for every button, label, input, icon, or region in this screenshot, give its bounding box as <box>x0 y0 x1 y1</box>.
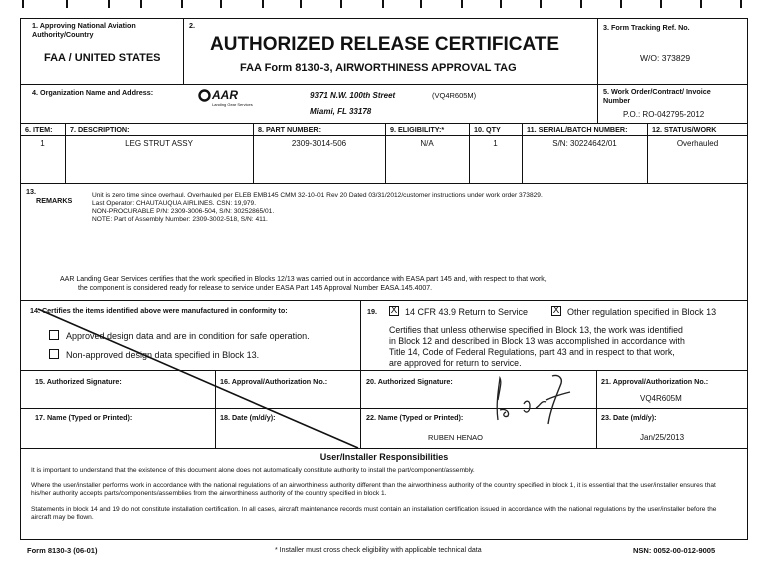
block19-line: in Block 12 and described in Block 13 was accomplished in accordance with <box>389 336 685 346</box>
item-serial-number: S/N: 30224642/01 <box>552 139 617 148</box>
item-qty: 1 <box>493 139 498 148</box>
block13-number: 13. <box>26 187 36 196</box>
block15-label: 15. Authorized Signature: <box>35 377 122 386</box>
block20-label: 20. Authorized Signature: <box>366 377 453 386</box>
remarks-label: REMARKS <box>36 196 73 205</box>
approved-design-label: Approved design data and are in condition for safe operation. <box>66 331 310 341</box>
address-line-1: 9371 N.W. 100th Street <box>310 91 396 100</box>
block4-label: 4. Organization Name and Address: <box>32 88 154 97</box>
col-header-item: 6. ITEM: <box>25 125 53 134</box>
certification-line-1: AAR Landing Gear Services certifies that the work specified in Blocks 12/13 was carried out in accordance with EASA part 145 and, with respect to that work, <box>60 276 547 283</box>
approving-authority: FAA / UNITED STATES <box>44 52 161 64</box>
item-eligibility: N/A <box>420 139 434 148</box>
block3-label: 3. Form Tracking Ref. No. <box>603 23 690 32</box>
return-to-service-checkbox[interactable]: X <box>390 305 398 316</box>
handwritten-signature <box>480 370 580 430</box>
block22-label: 22. Name (Typed or Printed): <box>366 413 464 422</box>
block19-line: Title 14, Code of Federal Regulations, part 43 and in respect to that work, <box>389 347 675 357</box>
work-order-number: P.O.: RO-042795-2012 <box>623 110 705 119</box>
certification-line-2: the component is considered ready for release to service under EASA Part 145 Approval Number EASA.145.4007. <box>78 285 433 292</box>
address-line-2: Miami, FL 33178 <box>310 107 372 116</box>
page-title: AUTHORIZED RELEASE CERTIFICATE <box>210 34 560 55</box>
block1-label: 1. Approving National Aviation Authority/Country <box>32 21 136 39</box>
remarks-line: Last Operator: CHAUTAUQUA AIRLINES. CSN: 19,979. <box>92 200 257 207</box>
authorization-number: VQ4R605M <box>640 394 682 403</box>
item-number: 1 <box>40 139 45 148</box>
col-header-serial: 11. SERIAL/BATCH NUMBER: <box>527 125 628 134</box>
responsibilities-title: User/Installer Responsibilities <box>319 452 449 462</box>
item-status: Overhauled <box>676 139 719 148</box>
remarks-line: Unit is zero time since overhaul. Overhauled per ELEB EMB145 CMM 32-10-01 Rev 20 Dated 03/31/2012/customer instructions under work order 373829. <box>92 192 543 199</box>
logo-text: AAR <box>212 88 238 102</box>
footer-note: * Installer must cross check eligibility with applicable technical data <box>275 547 482 554</box>
block19-number: 19. <box>367 307 377 316</box>
form-number: Form 8130-3 (06-01) <box>27 546 98 555</box>
non-approved-design-label: Non-approved design data specified in Block 13. <box>66 350 260 360</box>
block19-line: are approved for return to service. <box>389 358 522 368</box>
item-description: LEG STRUT ASSY <box>125 139 193 148</box>
return-to-service-label: 14 CFR 43.9 Return to Service <box>405 307 529 317</box>
block17-label: 17. Name (Typed or Printed): <box>35 413 133 422</box>
other-regulation-checkbox[interactable]: X <box>552 305 560 316</box>
block21-label: 21. Approval/Authorization No.: <box>601 377 709 386</box>
col-header-status: 12. STATUS/WORK <box>652 125 717 134</box>
logo-subtext: Landing Gear Services <box>212 102 253 107</box>
block18-label: 18. Date (m/d/y): <box>220 413 276 422</box>
signer-name: RUBEN HENAO <box>428 433 484 442</box>
remarks-line: NON-PROCURABLE P/N: 2309-3006-504, S/N: 30252865/01. <box>92 208 275 215</box>
block16-label: 16. Approval/Authorization No.: <box>220 377 328 386</box>
block14-label: 14. Certifies the items identified above were manufactured in conformity to: <box>30 306 288 315</box>
block19-line: Certifies that unless otherwise specified in Block 13, the work was identified <box>389 325 683 335</box>
block5-label: 5. Work Order/Contract/ Invoice Number <box>603 87 711 105</box>
col-header-eligibility: 9. ELIGIBILITY:* <box>390 125 445 134</box>
remarks-line: NOTE: Part of Assembly Number: 2309-3002-518, S/N: 411. <box>92 216 268 223</box>
block2-number: 2. <box>189 21 195 30</box>
org-code: (VQ4R605M) <box>432 91 477 100</box>
item-part-number: 2309-3014-506 <box>291 139 347 148</box>
responsibilities-paragraph-3: Statements in block 14 and 19 do not constitute installation certification. In all cases, aircraft maintenance records must contain an installation certification issued in accordance with the national regulations by the user/installer before the aircraft may be flown. <box>31 506 717 521</box>
col-header-part-number: 8. PART NUMBER: <box>258 125 321 134</box>
block23-label: 23. Date (m/d/y): <box>601 413 657 422</box>
col-header-description: 7. DESCRIPTION: <box>70 125 130 134</box>
responsibilities-paragraph-1: It is important to understand that the existence of this document alone does not automatically constitute authority to install the part/component/assembly. <box>31 467 475 474</box>
signature-date: Jan/25/2013 <box>640 433 685 442</box>
col-header-qty: 10. QTY <box>474 125 501 134</box>
other-regulation-label: Other regulation specified in Block 13 <box>567 307 717 317</box>
form-subtitle: FAA Form 8130-3, AIRWORTHINESS APPROVAL TAG <box>240 62 517 74</box>
nsn-number: NSN: 0052-00-012-9005 <box>633 546 716 555</box>
form-tracking-number: W/O: 373829 <box>640 53 691 63</box>
responsibilities-paragraph-2: Where the user/installer performs work in accordance with the national regulations of an airworthiness authority different than the airworthiness authority of the country specified in block 1, it is essential that the user/installer ensures that his/her authority accepts parts/components/assemblies from the airworthiness authority of the country specified in block 1. <box>31 482 716 497</box>
